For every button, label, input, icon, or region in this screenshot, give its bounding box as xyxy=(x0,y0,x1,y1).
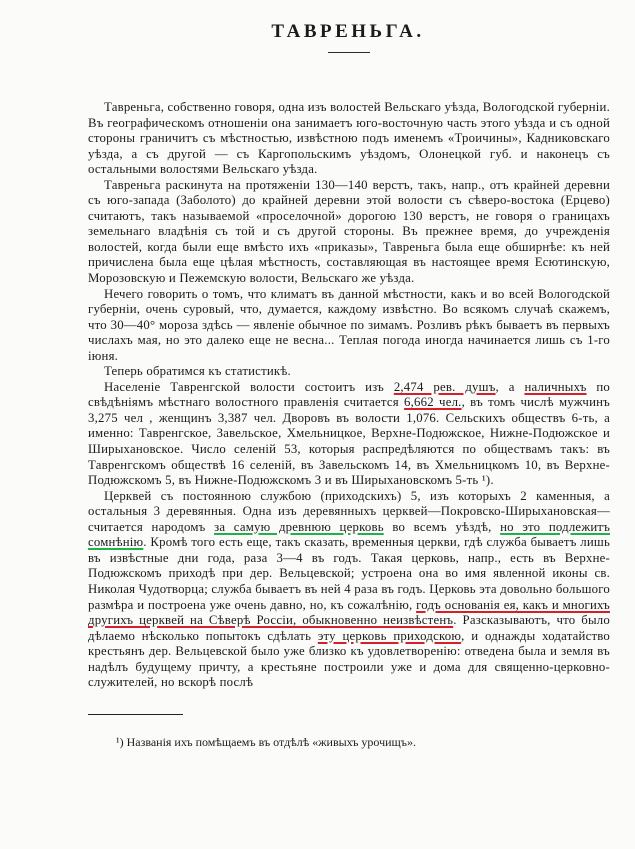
page-title: ТАВРЕНЬГА. xyxy=(271,21,425,42)
paragraph xyxy=(88,380,610,489)
paragraph xyxy=(88,364,610,380)
red-underline-mark: годъ основанія ея, какъ и многихъ другихъ церквей на Сѣверѣ Россіи, обыкновенно неизвѣстенъ xyxy=(88,597,610,628)
paragraph xyxy=(88,178,610,287)
footnote-rule xyxy=(88,714,183,715)
title-rule xyxy=(328,52,370,53)
text-run: Тавреньга раскинута на протяженіи 130—140 верстъ, такъ, напр., отъ крайней деревни съ юго-запада (Заболото) до крайней деревни этой волости съ сѣверо-востока (Ерцево) считаютъ, такъ называемой «проселочной» дорогою 130 верстъ, не говоря о границахъ земельнаго владѣнія съ той и съ другой стороны. Въ прежнее время, до учрежденія волостей, когда были еще вмѣсто ихъ «приказы», Тавреньга была еще обширнѣе: къ ней причислена была еще цѣлая мѣстность, составляющая въ настоящее время Есютинскую, Морозовскую и Пежемскую волости, Вельскаго же уѣзда. xyxy=(88,177,610,286)
red-underline-mark: 6,662 чел. xyxy=(404,395,462,410)
text-run: , а xyxy=(495,379,525,394)
text-run: по свѣдѣніямъ мѣстнаго волостного правленія считается xyxy=(88,379,610,410)
text-run: во всемъ уѣздѣ, xyxy=(383,519,501,534)
paragraph xyxy=(88,287,610,365)
red-underline-mark: эту церковь приходскою xyxy=(317,628,462,643)
footnote: ¹) Названія ихъ помѣщаемъ въ отдѣлѣ «живыхъ урочищъ». xyxy=(116,735,417,749)
red-underline-mark: 2,474 рев. душъ xyxy=(393,379,496,394)
body-text xyxy=(88,100,610,691)
text-run: Населеніе Тавренгской волости состоитъ изъ xyxy=(104,379,394,394)
text-run: , и однажды ходатайство крестьянъ дер. Вельцевской было уже близко къ удовлетворенію: отведена была и земля въ надѣлъ будущему причту, а крестьяне построили уже и дома для священно-церковно-служителей, но вскорѣ послѣ xyxy=(88,628,610,690)
green-underline-mark: но это подлежитъ сомнѣнію xyxy=(88,519,611,550)
text-run: . Разсказываютъ, что было дѣлаемо нѣсколько попытокъ сдѣлать xyxy=(88,613,610,643)
text-run: . Кромѣ того есть еще, такъ сказать, временныя церкви, гдѣ служба бываетъ лишь въ извѣстные дни года, раза 3—4 въ годъ. Такая церковь, напр., есть въ Верхне-Подюжскомъ приходѣ при дер. Вельцевской; устроена она во имя явленной иконы св. Николая Чудотворца; служба бываетъ въ ней 4 раза въ годъ. Церковь эта довольно большого размѣра и построена уже очень давно, но, къ сожалѣнію, xyxy=(88,535,610,612)
text-run: Церквей съ постоянною службою (приходскихъ) 5, изъ которыхъ 2 каменныя, а остальныя 3 деревянныя. Одна изъ деревянныхъ церквей—Покровско-Ширыхановская—считается народомъ xyxy=(88,488,610,534)
paragraph xyxy=(88,489,610,691)
red-underline-mark: наличныхъ xyxy=(524,379,587,394)
paragraph xyxy=(88,100,610,178)
text-run: Нечего говорить о томъ, что климатъ въ данной мѣстности, какъ и во всей Вологодской губерніи, очень суровый, что, думается, каждому извѣстно. Во всякомъ случаѣ скажемъ, что 30—40° мороза здѣсь — явленіе обычное по зимамъ. Розливъ рѣкъ бываетъ въ первыхъ числахъ мая, но это далеко еще не весна... Теплая погода иногда начинается лишь съ 1-го іюня. xyxy=(88,286,610,363)
text-run: , въ томъ числѣ мужчинъ 3,275 чел , женщинъ 3,387 чел. Дворовъ въ волости 1,076. Сельскихъ обществъ 6-ть, а именно: Тавренгское, Завельское, Хмельницкое, Верхне-Подюжское, Нижне-Подюжское и Ширыхановское. Число селеній 53, которыя распредѣляются по обществамъ такъ: въ Тавренгскомъ обществѣ 16 селеній, въ Завельскомъ 14, въ Хмельницкомъ 10, въ Верхне-Подюжскомъ 5, въ Нижне-Подюжскомъ 3 и въ Ширыхановскомъ 5-ть ¹). xyxy=(88,395,610,488)
green-underline-mark: за самую древнюю церковь xyxy=(214,519,384,534)
document-page xyxy=(88,0,611,849)
text-run: Тавреньга, собственно говоря, одна изъ волостей Вельскаго уѣзда, Вологодской губерніи. Въ географическомъ отношеніи она занимаетъ юго-восточную часть этого уѣзда и съ одной стороны граничитъ съ мѣстностью, извѣстною подъ именемъ «Троичины», Кадниковскаго уѣзда, а съ другой — съ Каргопольскимъ уѣздомъ, Олонецкой губ. и наконецъ съ остальными волостями Вельскаго уѣзда. xyxy=(88,100,610,177)
text-run: Теперь обратимся къ статистикѣ. xyxy=(104,364,291,379)
